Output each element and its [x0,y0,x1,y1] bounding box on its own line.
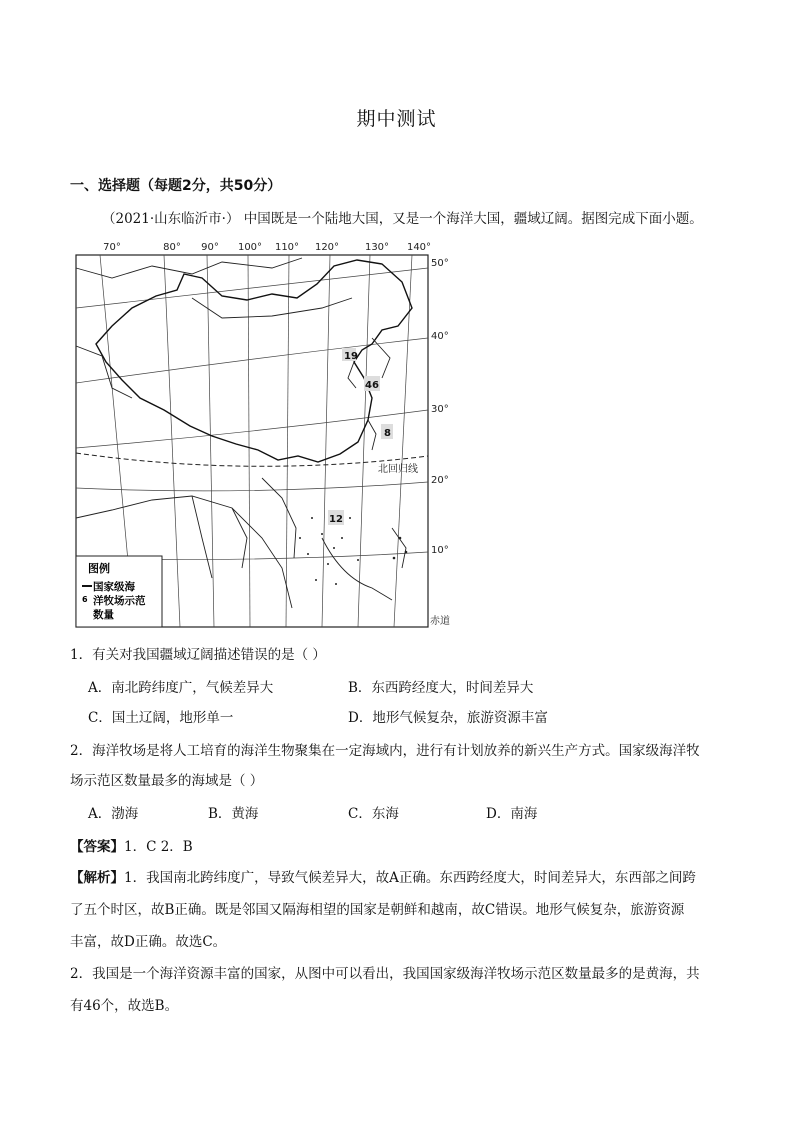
lat-label: 20° [431,475,449,486]
lon-label: 80° [163,242,181,253]
count-south-sea: 12 [329,514,343,525]
legend-text: 数量 [93,609,114,621]
count-bohai: 19 [344,351,358,362]
lat-label: 50° [431,258,449,269]
tropic-label: 北回归线 [378,464,418,475]
island-dots [299,517,407,585]
q2-option-b: B．黄海 [208,806,259,822]
analysis-line: 有46个，故选B。 [70,998,179,1014]
legend [76,556,162,627]
analysis-line [70,866,696,886]
question-1-stem: 1．有关对我国疆域辽阔描述错误的是（ ） [70,647,326,663]
section-heading: 一、选择题（每题2分，共50分） [70,178,282,194]
analysis-line: 了五个时区，故B正确。既是邻国又隔海相望的国家是朝鲜和越南，故C错误。地形气候复杂，旅游资源 [70,902,685,918]
legend-sample: 6 [82,595,88,604]
tropic-line [76,453,428,466]
lat-label: 40° [431,331,449,342]
legend-title: 图例 [88,562,110,575]
lon-label: 100° [237,242,263,253]
analysis-line: 丰富，故D正确。故选C。 [70,934,227,950]
answer-line [70,835,193,855]
question-2-stem-cont: 场示范区数量最多的海域是（ ） [70,773,264,789]
map-figure [72,238,456,630]
count-east-sea: 8 [384,428,391,439]
analysis-line: 2．我国是一个海洋资源丰富的国家，从图中可以看出，我国国家级海洋牧场示范区数量最多的是黄海，共 [70,966,700,982]
q1-option-a: A．南北跨纬度广，气候差异大 [88,680,274,696]
longitude-labels [103,242,431,253]
q2-option-c: C．东海 [348,806,399,822]
question-intro: （2021·山东临沂市·） 中国既是一个陆地大国，又是一个海洋大国，疆域辽阔。据图完成下面小题。 [102,211,703,227]
legend-text: 国家级海 [93,581,135,593]
q1-option-c: C．国土辽阔，地形单一 [88,710,234,726]
lon-label: 70° [103,242,121,253]
q2-option-a: A．渤海 [88,806,139,822]
equator-label: 赤道 [430,616,450,627]
answer-label: 【答案】 [70,839,124,855]
analysis-text: 1．我国南北跨纬度广，导致气候差异大，故A正确。东西跨经度大，时间差异大，东西部之间跨 [124,870,696,886]
q2-option-d: D．南海 [486,806,538,822]
q1-option-d: D．地形气候复杂，旅游资源丰富 [348,710,548,726]
lat-label: 30° [431,404,449,415]
count-yellow-sea: 46 [365,380,379,391]
page-title: 期中测试 [356,108,437,130]
lon-label: 90° [201,242,219,253]
lon-label: 140° [406,242,432,253]
latitude-labels [431,258,449,556]
lon-label: 130° [364,242,390,253]
question-2-stem: 2．海洋牧场是将人工培育的海洋生物聚集在一定海域内，进行有计划放养的新兴生产方式。国家级海洋牧 [70,743,700,759]
q1-option-b: B．东西跨经度大，时间差异大 [348,680,534,696]
answer-text: 1．C 2．B [124,839,193,855]
lon-label: 110° [274,242,300,253]
lat-label: 10° [431,545,449,556]
china-map [72,238,456,630]
legend-text: 洋牧场示范 [93,595,146,607]
lon-label: 120° [314,242,340,253]
analysis-label: 【解析】 [70,870,124,886]
